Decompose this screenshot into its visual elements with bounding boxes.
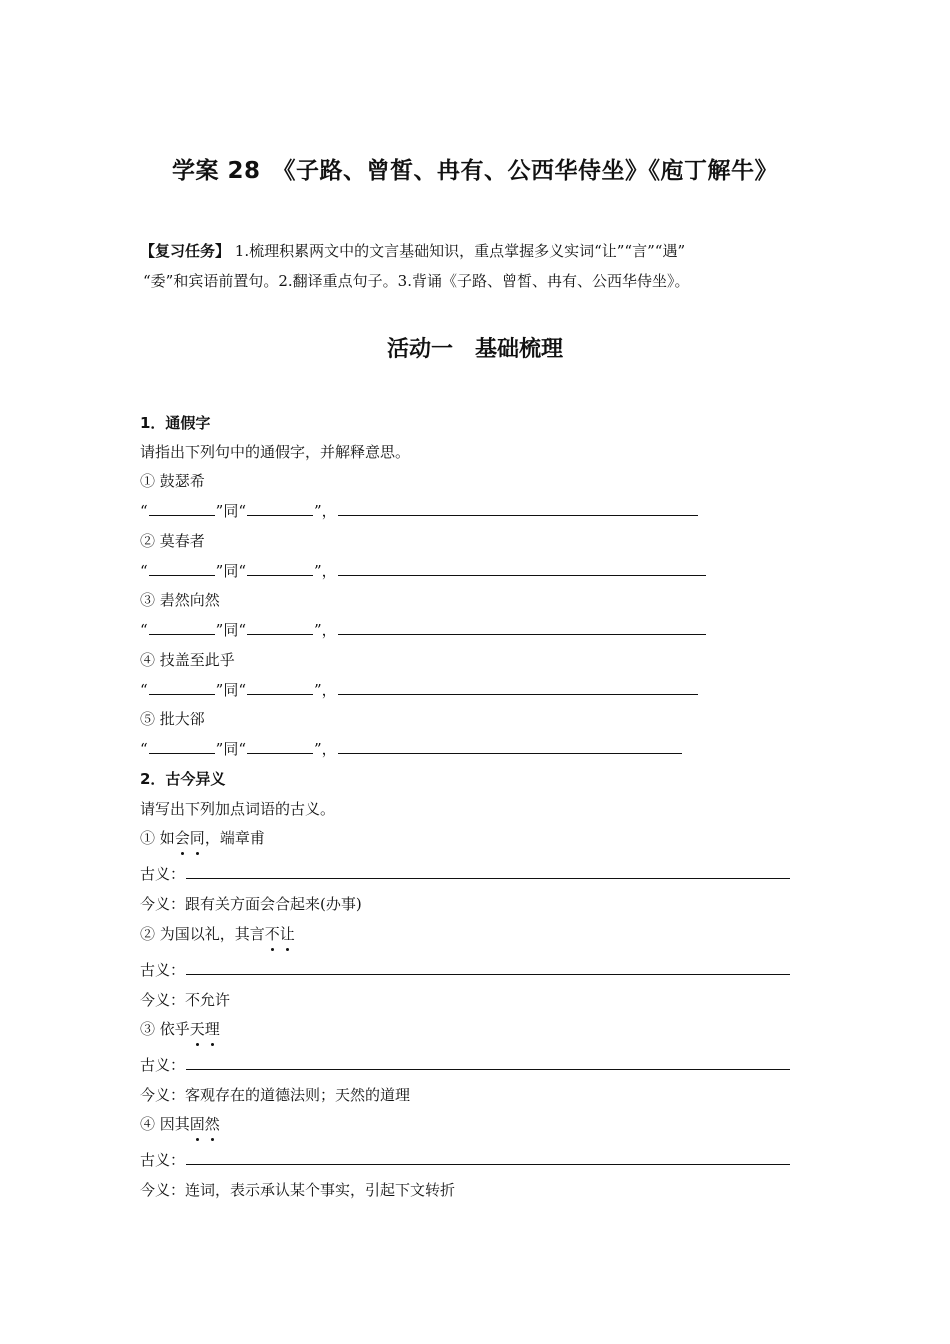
dotted-char: 理 bbox=[204, 1020, 220, 1038]
fill-line-2 bbox=[140, 560, 707, 582]
quote-open: “ bbox=[140, 681, 148, 699]
part1-heading: 1．通假字 bbox=[140, 414, 211, 432]
dotted-char: 同 bbox=[189, 829, 205, 847]
blank-same-2[interactable] bbox=[247, 560, 313, 576]
ancient-label: 古义： bbox=[140, 961, 186, 979]
page-title: 学案 28 《子路、曾皙、冉有、公西华侍坐》《庖丁解牛》 bbox=[171, 158, 778, 184]
item-1-sentence: ① 鼓瑟希 bbox=[140, 472, 205, 490]
blank-ancient-1[interactable] bbox=[186, 863, 790, 879]
ancient-label: 古义： bbox=[140, 1151, 186, 1169]
same-as-text: ”同“ bbox=[215, 562, 247, 580]
dotted-word bbox=[265, 925, 295, 943]
quote-open: “ bbox=[140, 562, 148, 580]
blank-char-1[interactable] bbox=[149, 500, 215, 516]
same-as-text: ”同“ bbox=[215, 681, 247, 699]
blank-same-4[interactable] bbox=[247, 679, 313, 695]
review-task-line-1 bbox=[140, 236, 815, 266]
modern-meaning-3: 今义：客观存在的道德法则；天然的道理 bbox=[140, 1086, 411, 1104]
dotted-char: 然 bbox=[204, 1115, 220, 1133]
modern-meaning-2: 今义：不允许 bbox=[140, 991, 231, 1009]
review-task-text-2: “委”和宾语前置句。2.翻译重点句子。3.背诵《子路、曾皙、冉有、公西华侍坐》。 bbox=[143, 272, 690, 290]
dotted-word bbox=[190, 1020, 220, 1038]
blank-meaning-3[interactable] bbox=[338, 619, 706, 635]
modern-meaning-4: 今义：连词，表示承认某个事实，引起下文转折 bbox=[140, 1181, 456, 1199]
item-6-sentence: ① 如会同，端章甫 bbox=[140, 829, 265, 847]
blank-same-1[interactable] bbox=[247, 500, 313, 516]
item-2-sentence: ② 莫春者 bbox=[140, 532, 205, 550]
quote-close: ”， bbox=[314, 740, 337, 758]
item-7-sentence: ② 为国以礼，其言不让 bbox=[140, 925, 295, 943]
blank-same-3[interactable] bbox=[247, 619, 313, 635]
fill-line-3 bbox=[140, 619, 707, 641]
same-as-text: ”同“ bbox=[215, 621, 247, 639]
blank-ancient-3[interactable] bbox=[186, 1054, 790, 1070]
dotted-char: 让 bbox=[279, 925, 295, 943]
fill-line-4 bbox=[140, 679, 699, 701]
quote-open: “ bbox=[140, 621, 148, 639]
dotted-char: 天 bbox=[189, 1020, 205, 1038]
quote-close: ”， bbox=[314, 502, 337, 520]
modern-meaning-1: 今义：跟有关方面会合起来(办事) bbox=[140, 895, 362, 913]
review-task bbox=[140, 236, 815, 296]
section-title: 活动一 基础梳理 bbox=[386, 337, 563, 362]
blank-char-2[interactable] bbox=[149, 560, 215, 576]
item-9-sentence: ④ 因其固然 bbox=[140, 1115, 220, 1133]
fill-line-1 bbox=[140, 500, 699, 522]
review-task-label: 【复习任务】 bbox=[140, 242, 231, 260]
blank-char-5[interactable] bbox=[149, 738, 215, 754]
ancient-line-3 bbox=[140, 1054, 791, 1076]
item-4-sentence: ④ 技盖至此乎 bbox=[140, 651, 235, 669]
dotted-word bbox=[190, 1115, 220, 1133]
blank-char-3[interactable] bbox=[149, 619, 215, 635]
quote-close: ”， bbox=[314, 681, 337, 699]
quote-close: ”， bbox=[314, 621, 337, 639]
part2-instruction: 请写出下列加点词语的古义。 bbox=[140, 800, 336, 818]
blank-meaning-2[interactable] bbox=[338, 560, 706, 576]
ancient-line-4 bbox=[140, 1149, 791, 1171]
dotted-char: 会 bbox=[174, 829, 190, 847]
quote-close: ”， bbox=[314, 562, 337, 580]
blank-ancient-2[interactable] bbox=[186, 959, 790, 975]
ancient-label: 古义： bbox=[140, 865, 186, 883]
blank-same-5[interactable] bbox=[247, 738, 313, 754]
same-as-text: ”同“ bbox=[215, 740, 247, 758]
dotted-char: 固 bbox=[189, 1115, 205, 1133]
review-task-text-1: 1.梳理积累两文中的文言基础知识，重点掌握多义实词“让”“言”“遇” bbox=[230, 242, 686, 260]
quote-open: “ bbox=[140, 740, 148, 758]
blank-char-4[interactable] bbox=[149, 679, 215, 695]
ancient-label: 古义： bbox=[140, 1056, 186, 1074]
fill-line-5 bbox=[140, 738, 683, 760]
part1-instruction: 请指出下列句中的通假字，并解释意思。 bbox=[140, 443, 411, 461]
blank-meaning-5[interactable] bbox=[338, 738, 682, 754]
blank-meaning-1[interactable] bbox=[338, 500, 698, 516]
item-5-sentence: ⑤ 批大郤 bbox=[140, 710, 205, 728]
part2-heading: 2．古今异义 bbox=[140, 770, 226, 788]
quote-open: “ bbox=[140, 502, 148, 520]
blank-ancient-4[interactable] bbox=[186, 1149, 790, 1165]
ancient-line-2 bbox=[140, 959, 791, 981]
same-as-text: ”同“ bbox=[215, 502, 247, 520]
dotted-word bbox=[175, 829, 205, 847]
item-3-sentence: ③ 砉然向然 bbox=[140, 591, 220, 609]
blank-meaning-4[interactable] bbox=[338, 679, 698, 695]
ancient-line-1 bbox=[140, 863, 791, 885]
dotted-char: 不 bbox=[264, 925, 280, 943]
item-8-sentence: ③ 依乎天理 bbox=[140, 1020, 220, 1038]
